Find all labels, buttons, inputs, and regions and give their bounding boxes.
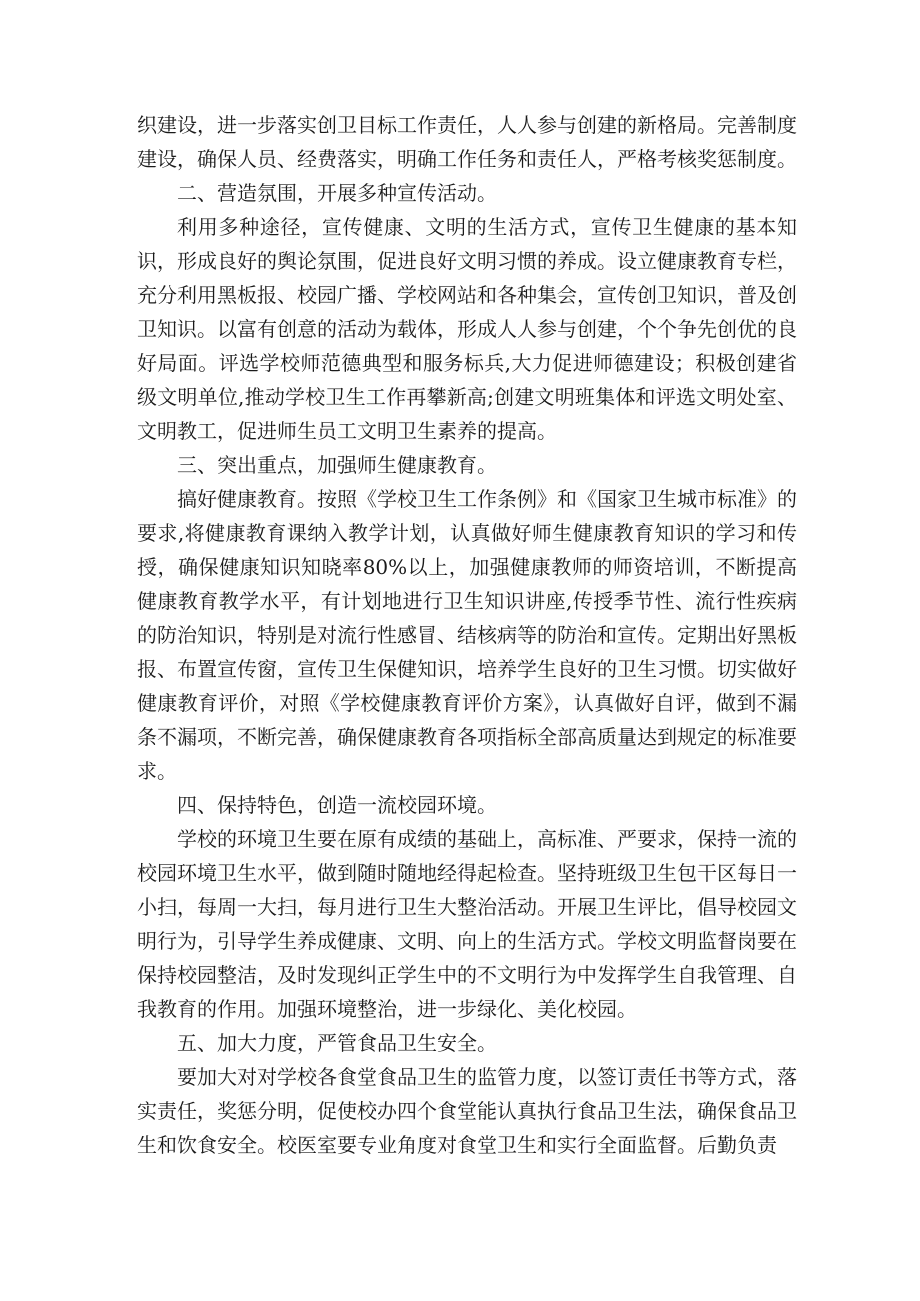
paragraph-continuation: 织建设，进一步落实创卫目标工作责任，人人参与创建的新格局。完善制度建设，确保人员、经费落实，明确工作任务和责任人，严格考核奖惩制度。: [137, 113, 797, 171]
section-heading-2: 二、营造氛围，开展多种宣传活动。: [177, 181, 497, 205]
document-page: [137, 108, 797, 1162]
section-heading-4: 四、保持特色，创造一流校园环境。: [177, 793, 497, 817]
section-heading-5: 五、加大力度，严管食品卫生安全。: [177, 1031, 497, 1055]
paragraph-publicity: 利用多种途径，宣传健康、文明的生活方式，宣传卫生健康的基本知识，形成良好的舆论氛围，促进良好文明习惯的养成。设立健康教育专栏，充分利用黑板报、校园广播、学校网站和各种集会，宣传创卫知识，普及创卫知识。以富有创意的活动为载体，形成人人参与创建，个个争先创优的良好局面。评选学校师范德典型和服务标兵,大力促进师德建设；积极创建省级文明单位,推动学校卫生工作再攀新高;创建文明班集体和评选文明处室、文明教工，促进师生员工文明卫生素养的提高。: [137, 215, 797, 443]
paragraph-food-safety: 要加大对对学校各食堂食品卫生的监管力度，以签订责任书等方式，落实责任，奖惩分明，促使校办四个食堂能认真执行食品卫生法，确保食品卫生和饮食安全。校医室要专业角度对食堂卫生和实行全面监督。后勤负责: [137, 1065, 797, 1157]
paragraph-health-education: 搞好健康教育。按照《学校卫生工作条例》和《国家卫生城市标准》的要求,将健康教育课纳入教学计划，认真做好师生健康教育知识的学习和传授，确保健康知识知晓率80%以上，加强健康教师的师资培训，不断提高健康教育教学水平，有计划地进行卫生知识讲座,传授季节性、流行性疾病的防治知识，特别是对流行性感冒、结核病等的防治和宣传。定期出好黑板报、布置宣传窗，宣传卫生保健知识，培养学生良好的卫生习惯。切实做好健康教育评价，对照《学校健康教育评价方案》，认真做好自评，做到不漏条不漏项，不断完善，确保健康教育各项指标全部高质量达到规定的标准要求。: [137, 487, 797, 783]
section-heading-3: 三、突出重点，加强师生健康教育。: [177, 453, 497, 477]
paragraph-campus-environment: 学校的环境卫生要在原有成绩的基础上，高标准、严要求，保持一流的校园环境卫生水平，做到随时随地经得起检查。坚持班级卫生包干区每日一小扫，每周一大扫，每月进行卫生大整治活动。开展卫生评比，倡导校园文明行为，引导学生养成健康、文明、向上的生活方式。学校文明监督岗要在保持校园整洁，及时发现纠正学生中的不文明行为中发挥学生自我管理、自我教育的作用。加强环境整治，进一步绿化、美化校园。: [137, 827, 797, 1021]
